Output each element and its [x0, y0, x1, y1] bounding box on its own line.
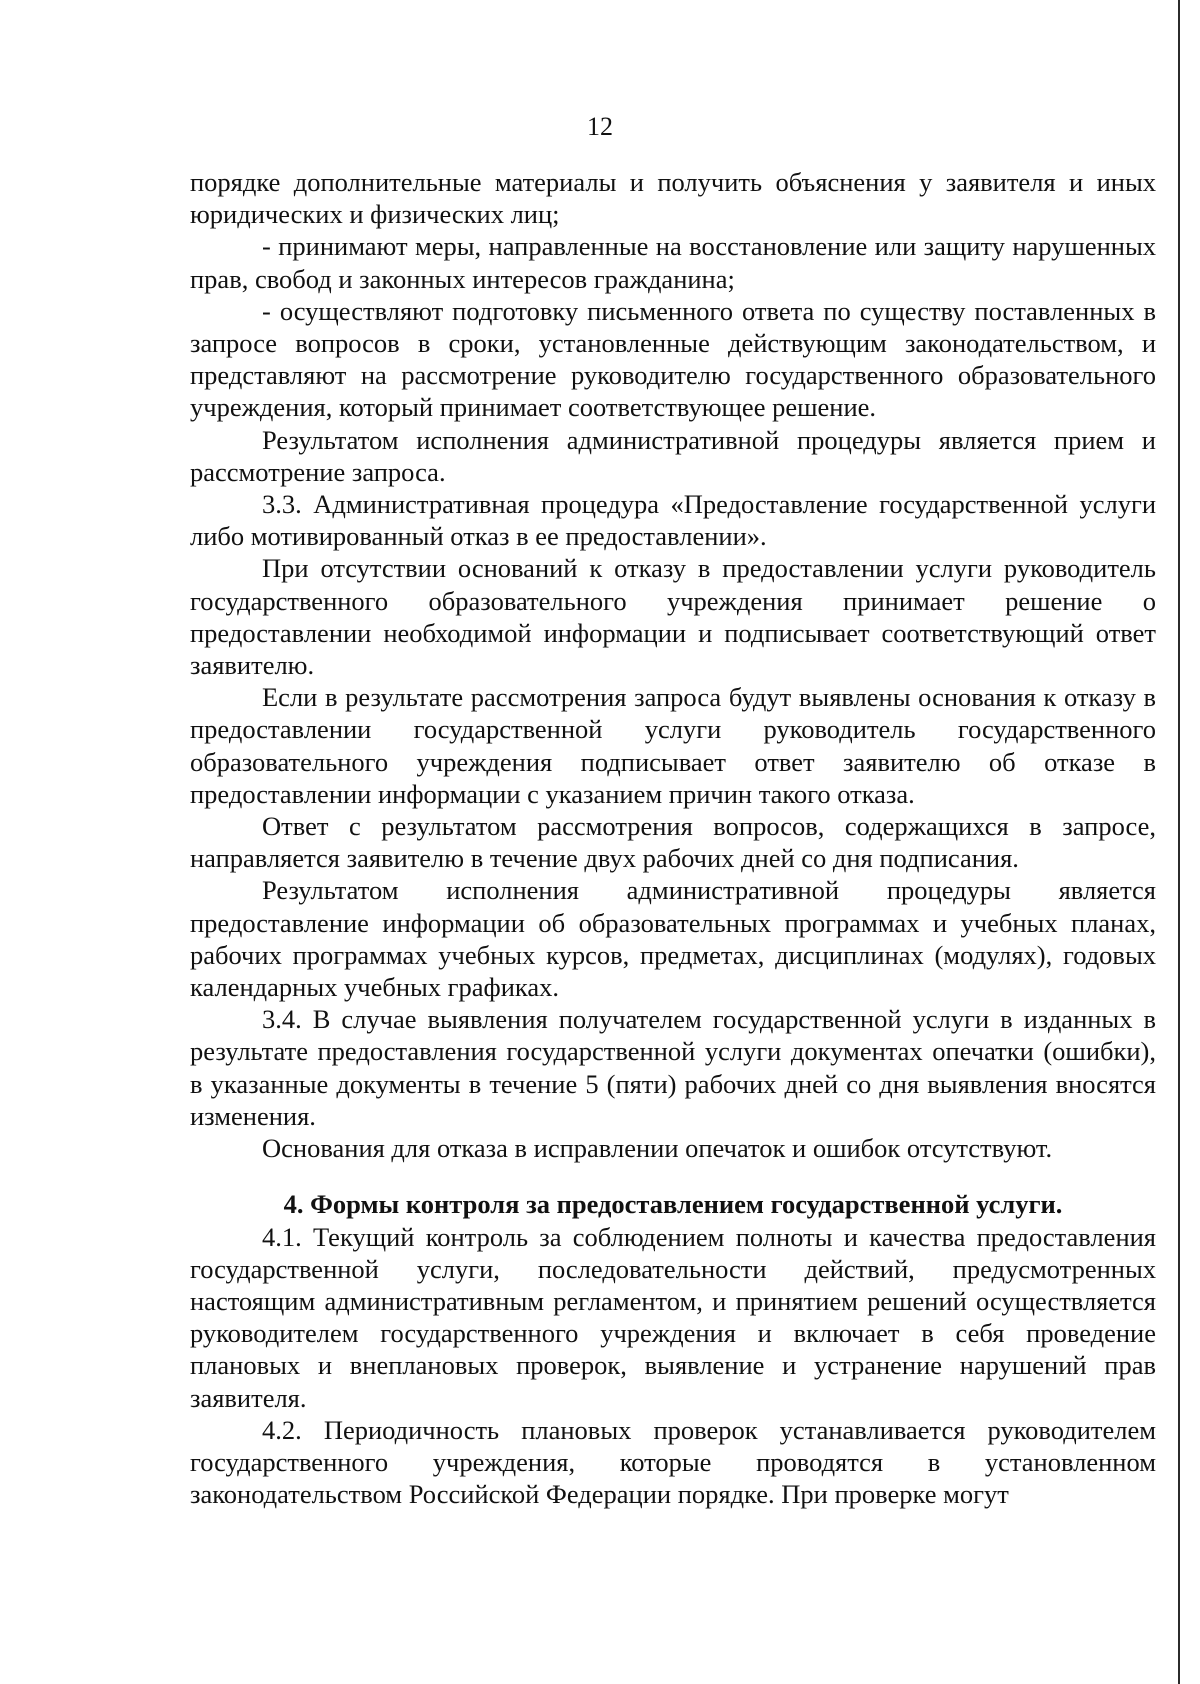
- document-body: [190, 166, 1156, 1510]
- paragraph-refusal: Если в результате рассмотрения запроса будут выявлены основания к отказу в предоставлении государственной услуги руководитель государственного образовательного учреждения подписывает ответ заявителю об отказе в предоставлении информации с указанием причин такого отказа.: [190, 682, 1156, 809]
- paragraph-4-2: 4.2. Периодичность плановых проверок устанавливается руководителем государственного учреждения, которые проводятся в установленном законодательством Российской Федерации порядке. При проверке могут: [190, 1414, 1156, 1510]
- paragraph-3-4: 3.4. В случае выявления получателем государственной услуги в изданных в результате предоставления государственной услуги документах опечатки (ошибки), в указанные документы в течение 5 (пяти) рабочих дней со дня выявления вносятся изменения.: [190, 1004, 1156, 1131]
- paragraph-continuation: порядке дополнительные материалы и получить объяснения у заявителя и иных юридических и физических лиц;: [190, 167, 1156, 230]
- paragraph-measures: - принимают меры, направленные на восстановление или защиту нарушенных прав, свобод и законных интересов гражданина;: [190, 231, 1156, 294]
- paragraph-4-1: 4.1. Текущий контроль за соблюдением полноты и качества предоставления государственной услуги, последовательности действий, предусмотренных настоящим административным регламентом, и принятием решений осуществляется руководителем государственного учреждения и включает в себя проведение плановых и внеплановых проверок, выявление и устранение нарушений прав заявителя.: [190, 1221, 1156, 1413]
- section-heading: 4. Формы контроля за предоставлением государственной услуги.: [283, 1189, 1063, 1220]
- paragraph-no-grounds: При отсутствии оснований к отказу в предоставлении услуги руководитель государственного образовательного учреждения принимает решение о предоставлении необходимой информации и подписывает соответствующий ответ заявителю.: [190, 553, 1156, 681]
- paragraph-result-request: Результатом исполнения административной процедуры является прием и рассмотрение запроса.: [190, 424, 1156, 487]
- paragraph-no-refusal: Основания для отказа в исправлении опечаток и ошибок отсутствуют.: [262, 1133, 1053, 1164]
- page-number: 12: [587, 112, 613, 141]
- paragraph-preparation: - осуществляют подготовку письменного ответа по существу поставленных в запросе вопросов в сроки, установленные действующим законодательством, и представляют на рассмотрение руководителю государственного образовательного учреждения, который принимает соответствующее решение.: [190, 295, 1156, 423]
- paragraph-3-3: 3.3. Административная процедура «Предоставление государственной услуги либо мотивированный отказ в ее предоставлении».: [190, 489, 1156, 552]
- page-edge-line: [1178, 0, 1180, 1684]
- paragraph-answer: Ответ с результатом рассмотрения вопросов, содержащихся в запросе, направляется заявителю в течение двух рабочих дней со дня подписания.: [190, 811, 1156, 874]
- paragraph-result-info: Результатом исполнения административной процедуры является предоставление информации об образовательных программах и учебных планах, рабочих программах учебных курсов, предметах, дисциплинах (модулях), годовых календарных учебных графиках.: [190, 875, 1156, 1003]
